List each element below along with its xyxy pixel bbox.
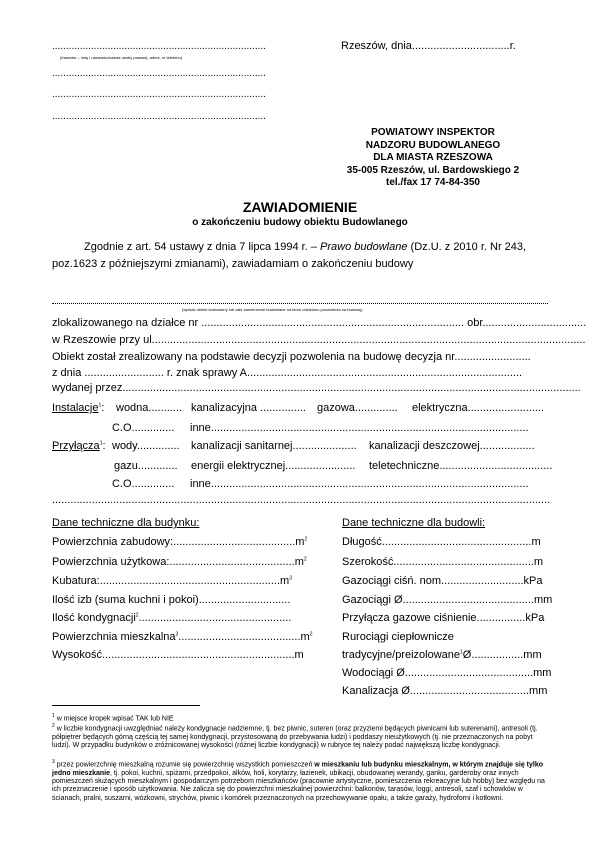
building-row[interactable]: Ilość izb (suma kuchni i pokoi).............................. [52,594,291,606]
document-title: ZAWIADOMIENIE [242,199,358,215]
place-date[interactable]: Rzeszów, dnia................................r. [341,40,516,52]
installation-electric[interactable]: elektryczna......................... [412,402,545,414]
installation-other[interactable]: inne........................................................................................................ [190,422,529,434]
structure-row[interactable]: Przyłącza gazowe ciśnienie................kPa [342,612,545,624]
connection-sanitary[interactable]: kanalizacji sanitarnej..................... [191,440,357,452]
connection-gas[interactable]: gazu............. [114,460,178,472]
connection-water[interactable]: wody.............. [112,440,180,452]
building-row[interactable]: Powierzchnia $użytkowa:.........................................m^2$ [52,556,307,568]
document-subtitle: o zakończeniu budowy obiektu Budowlanego [192,217,408,228]
object-line[interactable] [52,303,548,304]
structure-row[interactable]: Szerokość..............................................m [342,556,544,568]
installation-co[interactable]: C.O.............. [112,422,175,434]
structure-row[interactable]: Długość.................................................m [342,536,541,548]
footnote-1: $^1$ w miejsce kropek wpisać TAK lub NIE [52,713,174,723]
installations-label: Instalacje$^1$: [52,402,105,414]
structure-row: Rurociągi ciepłownicze [342,631,454,643]
recipient-block [343,127,523,190]
building-row[interactable]: Ilość kondygnacji$^2$.................................................. [52,612,292,624]
intro-line-2: poz.1623 z późniejszymi zmianami), zawiadamiam o zakończeniu budowy [52,258,414,270]
structure-row[interactable]: Wodociągi Ø..........................................mm [342,667,552,679]
investor-line-2[interactable]: ............................................................................. [52,68,266,79]
connections-label: Przyłącza$^1$: [52,440,106,452]
footnote-3: $^3$ przez powierzchnię mieszkalną rozumie się powierzchnię wszystkich pomieszczeń w mieszkaniu lub budynku mieszkalnym, w którym znajduje się tylko jedno mieszkanie, tj. pokoi, kuchni, spiżarni, przedpokoi, alków, holi, korytarzy, łazienek, ubikacji, obudowanej werandy, ganku, garderoby oraz innych pomieszczeń służących mieszkalnym i gospodarczym potrzebom mieszkańców (pracownie artystyczne, pomieszczenia rekreacyjne lub hobby) bez względu na ich przeznaczenie i sposób użytkowania. Nie zalicza się do powierzchni mieszkalnej powierzchni: balkonów, tarasów, loggi, antresoli, szaf i schowków w ścianach, pralni, suszarni, wózkowni, strychów, piwnic i komórek przeznaczonych na przechowywanie opału, a także garaży, hydroforni i kotłowni. [52,759,545,802]
structure-data-header: Dane techniczne dla budowli: [342,517,486,529]
building-row[interactable]: Powierzchnia $zabudowy:........................................m^2$ [52,536,308,548]
street-field[interactable]: w Rzeszowie przy ul.............................................................................................................................................. [52,334,586,346]
investor-line-4[interactable]: ............................................................................. [52,111,266,122]
recipient-line: 35-005 Rzeszów, ul. Bardowskiego 2 [346,164,520,176]
connection-storm[interactable]: kanalizacji deszczowej.................. [369,440,535,452]
connection-other[interactable]: inne........................................................................................................ [190,478,529,490]
connection-electric[interactable]: energii elektrycznej....................... [191,460,356,472]
building-row[interactable]: $Kubatura:...........................................................m^3$ [52,575,292,587]
building-row[interactable]: Wysokość...............................................................m [52,649,304,661]
connection-co[interactable]: C.O.............. [112,478,175,490]
installation-water[interactable]: wodna........... [116,402,183,414]
footnote-2: $^2$ w liczbie kondygnacji uwzględniać należy kondygnacje nadziemne, tj. bez piwnic, suteren (oraz przyziemi będących piwnicami lub suterenami), antresoli (tj. półpiętrer będących górną częścią tej samej kondygnacji, przystosowaną do przebywania ludzi) i poddaszy nieużytkowych (tj. nie przeznaczonych na pobyt ludzi). W przypadku budynków o zróżnicowanej wysokości (różnej liczbie kondygnacji) w rubryce tej należy podać największą liczbę kondygnacji. [52,723,538,749]
installation-gas[interactable]: gazowa.............. [317,402,398,414]
recipient-line: tel./fax 17 74-84-350 [386,177,480,188]
object-caption: (wpisać obiekt budowlany lub całe zamierzenie budowlane na które udzielono pozwolenia na budowę) [182,307,363,312]
issued-by-field[interactable]: wydanej przez...................................................................................................................................................... [52,382,581,394]
structure-row[interactable]: Gazociągi Ø...........................................mm [342,594,553,606]
installation-sewer[interactable]: kanalizacyjna ............... [191,402,306,414]
structure-row[interactable]: Gazociągi ciśń. nom...........................kPa [342,575,543,587]
structure-row[interactable]: tradycyjne/preizolowane$^1$Ø.................mm [342,649,542,661]
additional-line[interactable]: ................................................................................................................................................................... [52,494,551,506]
connection-tele[interactable]: teletechniczne..................................... [369,460,553,472]
building-row[interactable]: Powierzchnia $mieszkalna^3........................................m^2$ [52,631,313,643]
plot-field[interactable]: zlokalizowanego na działce nr ...................................................................................... obr.................................. [52,317,587,329]
investor-line-1[interactable]: ............................................................................. [52,41,266,52]
recipient-line: POWIATOWY INSPEKTOR [371,127,495,138]
investor-caption: (Inwestor – imię i nazwisko/nazwa osoby prawnej, adres, nr telefonu) [60,55,183,60]
structure-row[interactable]: Kanalizacja Ø.......................................mm [342,685,548,697]
footnote-separator [52,705,200,706]
recipient-line: NADZORU BUDOWLANEGO [365,139,501,151]
investor-line-3[interactable]: ............................................................................. [52,89,266,100]
date-case-field[interactable]: z dnia .......................... r. znak sprawy A.......................................................................................... [52,367,523,379]
recipient-line: DLA MIASTA RZESZOWA [373,152,493,163]
permit-field[interactable]: Obiekt został zrealizowany na podstawie decyzji pozwolenia na budowę decyzja nr......................... [52,351,531,363]
building-data-header: Dane techniczne dla budynku: [52,517,200,529]
intro-line-1: Zgodnie z art. 54 ustawy z dnia 7 lipca 1994 r. – Prawo budowlane (Dz.U. z 2010 r. Nr 243, [84,241,527,253]
